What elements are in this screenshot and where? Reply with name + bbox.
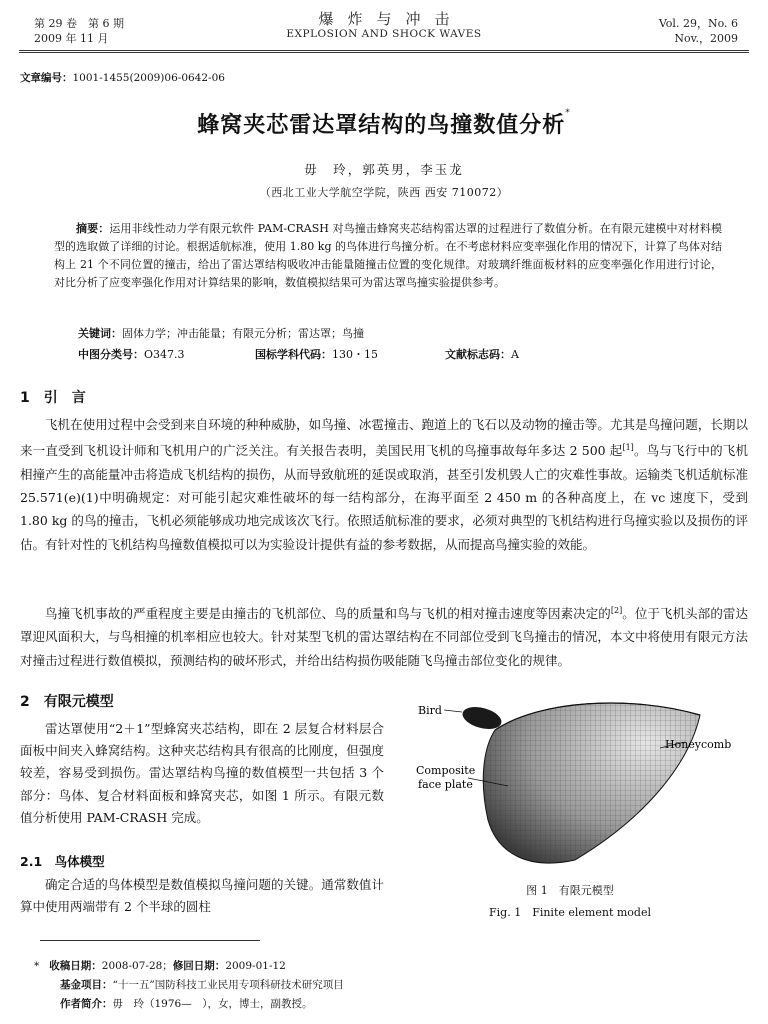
keywords-label: 关键词： bbox=[78, 327, 122, 340]
abstract-label: 摘要： bbox=[76, 222, 110, 235]
footnote-fund bbox=[60, 976, 344, 995]
received-label: 收稿日期： bbox=[49, 960, 102, 972]
footnote-dates bbox=[34, 957, 286, 976]
fund-text: “十一五”国防科技工业民用专项科研技术研究项目 bbox=[112, 979, 344, 991]
journal-volume-en bbox=[659, 16, 738, 46]
figure-1-caption-en: Fig. 1 Finite element model bbox=[489, 906, 651, 919]
document-code-value: A bbox=[511, 348, 519, 361]
clc-label: 中图分类号： bbox=[78, 348, 144, 361]
section-1-paragraph-1 bbox=[20, 413, 748, 556]
author-bio-label: 作者简介： bbox=[60, 998, 113, 1010]
journal-title-en: EXPLOSION AND SHOCK WAVES bbox=[286, 28, 482, 40]
section-1-p2-text-a: 鸟撞飞机事故的严重程度主要是由撞击的飞机部位、鸟的质量和鸟与飞机的相对撞击速度等因素决定的 bbox=[45, 606, 611, 622]
document-code bbox=[445, 346, 519, 362]
issue-date-text: 2009 年 11 月 bbox=[34, 32, 109, 45]
journal-title-block bbox=[0, 12, 768, 42]
honeycomb-label: Honeycomb bbox=[665, 738, 732, 751]
article-number-label: 文章编号： bbox=[20, 72, 73, 84]
citation-1: [1] bbox=[622, 443, 634, 453]
clc-value: O347.3 bbox=[144, 348, 185, 361]
composite-label-line2: face plate bbox=[418, 778, 473, 791]
footnote-star: * bbox=[34, 960, 40, 972]
journal-title-cn: 爆炸与冲击 bbox=[318, 10, 464, 28]
header-rule bbox=[19, 50, 749, 51]
figure-1-fe-model bbox=[400, 690, 750, 880]
volume-issue-en-text: Vol. 29，No. 6 bbox=[658, 17, 738, 30]
article-number bbox=[20, 70, 225, 85]
radome-mesh-shape bbox=[480, 690, 710, 875]
article-number-value: 1001-1455(2009)06-0642-06 bbox=[72, 72, 225, 84]
paper-affiliation: （西北工业大学航空学院，陕西 西安 710072） bbox=[259, 186, 509, 199]
subject-code-value: 130・15 bbox=[332, 348, 378, 361]
section-2-1-paragraph: 确定合适的鸟体模型是数值模拟鸟撞问题的关键。通常数值计算中使用两端带有 2 个半球的圆柱 bbox=[20, 877, 384, 915]
section-1-p1-text-b: 。鸟与飞行中的飞机相撞产生的高能量冲击将造成飞机结构的损伤，从而导致航班的延误或取消，甚至引发机毁人亡的灾难性事故。运输类飞机适航标准 25.571(e)(1)中明确规定：对可能引起灾难性破坏的每一结构部分，在海平面至 2 450 m 的各种高度上，在 vc 速度下，受到 1.80 kg 的鸟的撞击，飞机必须能够成功地完成该次飞行。依照适航标准的要求，必须对典型的飞机结构进行鸟撞实验以及损伤的评估。有针对性的飞机结构鸟撞数值模拟可以为实验设计提供有益的参考数据，从而提高鸟撞实验的效能。 bbox=[20, 443, 748, 552]
bird-label: Bird bbox=[418, 704, 442, 717]
composite-label-line1: Composite bbox=[416, 764, 476, 777]
paper-authors: 毋 玲，郭英男，李玉龙 bbox=[304, 162, 464, 177]
subsection-2-1-heading: 2.1 鸟体模型 bbox=[20, 854, 105, 869]
author-bio-text: 毋 玲（1976— ），女，博士，副教授。 bbox=[112, 998, 313, 1010]
subject-code bbox=[255, 346, 378, 362]
citation-2: [2] bbox=[610, 606, 623, 615]
bird-leader-line bbox=[444, 710, 462, 712]
section-1-heading: 1 引 言 bbox=[20, 390, 86, 406]
figure-1-caption-cn: 图 1 有限元模型 bbox=[526, 884, 614, 897]
section-1-p1-text-a: 飞机在使用过程中会受到来自环境的种种威胁，如鸟撞、冰雹撞击、跑道上的飞石以及动物的撞击等。尤其是鸟撞问题，长期以来一直受到飞机设计师和飞机用户的广泛关注。有关报告表明，美国民用飞机的鸟撞事故每年多达 2 500 起 bbox=[20, 417, 748, 459]
abstract-text: 运用非线性动力学有限元软件 PAM-CRASH 对鸟撞击蜂窝夹芯结构雷达罩的过程进行了数值分析。在有限元建模中对材料模型的选取做了详细的讨论。根据适航标准，使用 1.80 kg 的鸟体进行鸟撞分析。在不考虑材料应变率强化作用的情况下，计算了鸟体对结构上 21 个不同位置的撞击，给出了雷达罩结构吸收冲击能量随撞击位置的变化规律。对玻璃纤维面板材料的应变率强化作用进行讨论，对比分析了应变率强化作用对计算结果的影响，数值模拟结果可为雷达罩鸟撞实验提供参考。 bbox=[54, 222, 723, 289]
paper-title-text: 蜂窝夹芯雷达罩结构的鸟撞数值分析 bbox=[197, 113, 566, 138]
footnote-author bbox=[60, 995, 312, 1014]
section-1-paragraph-2 bbox=[20, 599, 748, 672]
revised-date: 2009-01-12 bbox=[225, 960, 286, 972]
section-2-heading: 2 有限元模型 bbox=[20, 694, 114, 710]
document-code-label: 文献标志码： bbox=[445, 348, 511, 361]
title-footnote-mark: * bbox=[565, 108, 571, 118]
paper-title bbox=[0, 108, 768, 139]
keywords bbox=[78, 325, 364, 341]
received-date: 2008-07-28； bbox=[101, 960, 173, 972]
section-1-p2-text-b: 。位于飞机头部的雷达罩迎风面积大，与鸟相撞的机率相应也较大。针对某型飞机的雷达罩结构在不同部位受到飞鸟撞击的情况，本文中将使用有限元方法对撞击过程进行数值模拟，预测结构的破坏形式，并给出结构损伤吸能随飞鸟撞击部位变化的规律。 bbox=[20, 606, 748, 668]
section-2-paragraph-1: 雷达罩使用“2＋1”型蜂窝夹芯结构，即在 2 层复合材料层合面板中间夹入蜂窝结构。这种夹芯结构具有很高的比刚度，但强度较差，容易受到损伤。雷达罩结构鸟撞的数值模型一共包括 3 个部分：鸟体、复合材料面板和蜂窝夹芯，如图 1 所示。有限元数值分析使用 PAM-CRASH 完成。 bbox=[20, 721, 384, 825]
issue-date-en-text: Nov.，2009 bbox=[674, 32, 738, 45]
clc-number bbox=[78, 346, 185, 362]
abstract bbox=[54, 220, 722, 292]
fund-label: 基金项目： bbox=[60, 979, 113, 991]
volume-issue-text: 第 29 卷 第 6 期 bbox=[34, 17, 124, 30]
keywords-text: 固体力学；冲击能量；有限元分析；雷达罩；鸟撞 bbox=[122, 327, 364, 340]
header-rule-2 bbox=[19, 52, 749, 53]
footnote-rule bbox=[40, 940, 260, 941]
revised-label: 修回日期： bbox=[172, 960, 226, 972]
subject-code-label: 国标学科代码： bbox=[255, 348, 332, 361]
